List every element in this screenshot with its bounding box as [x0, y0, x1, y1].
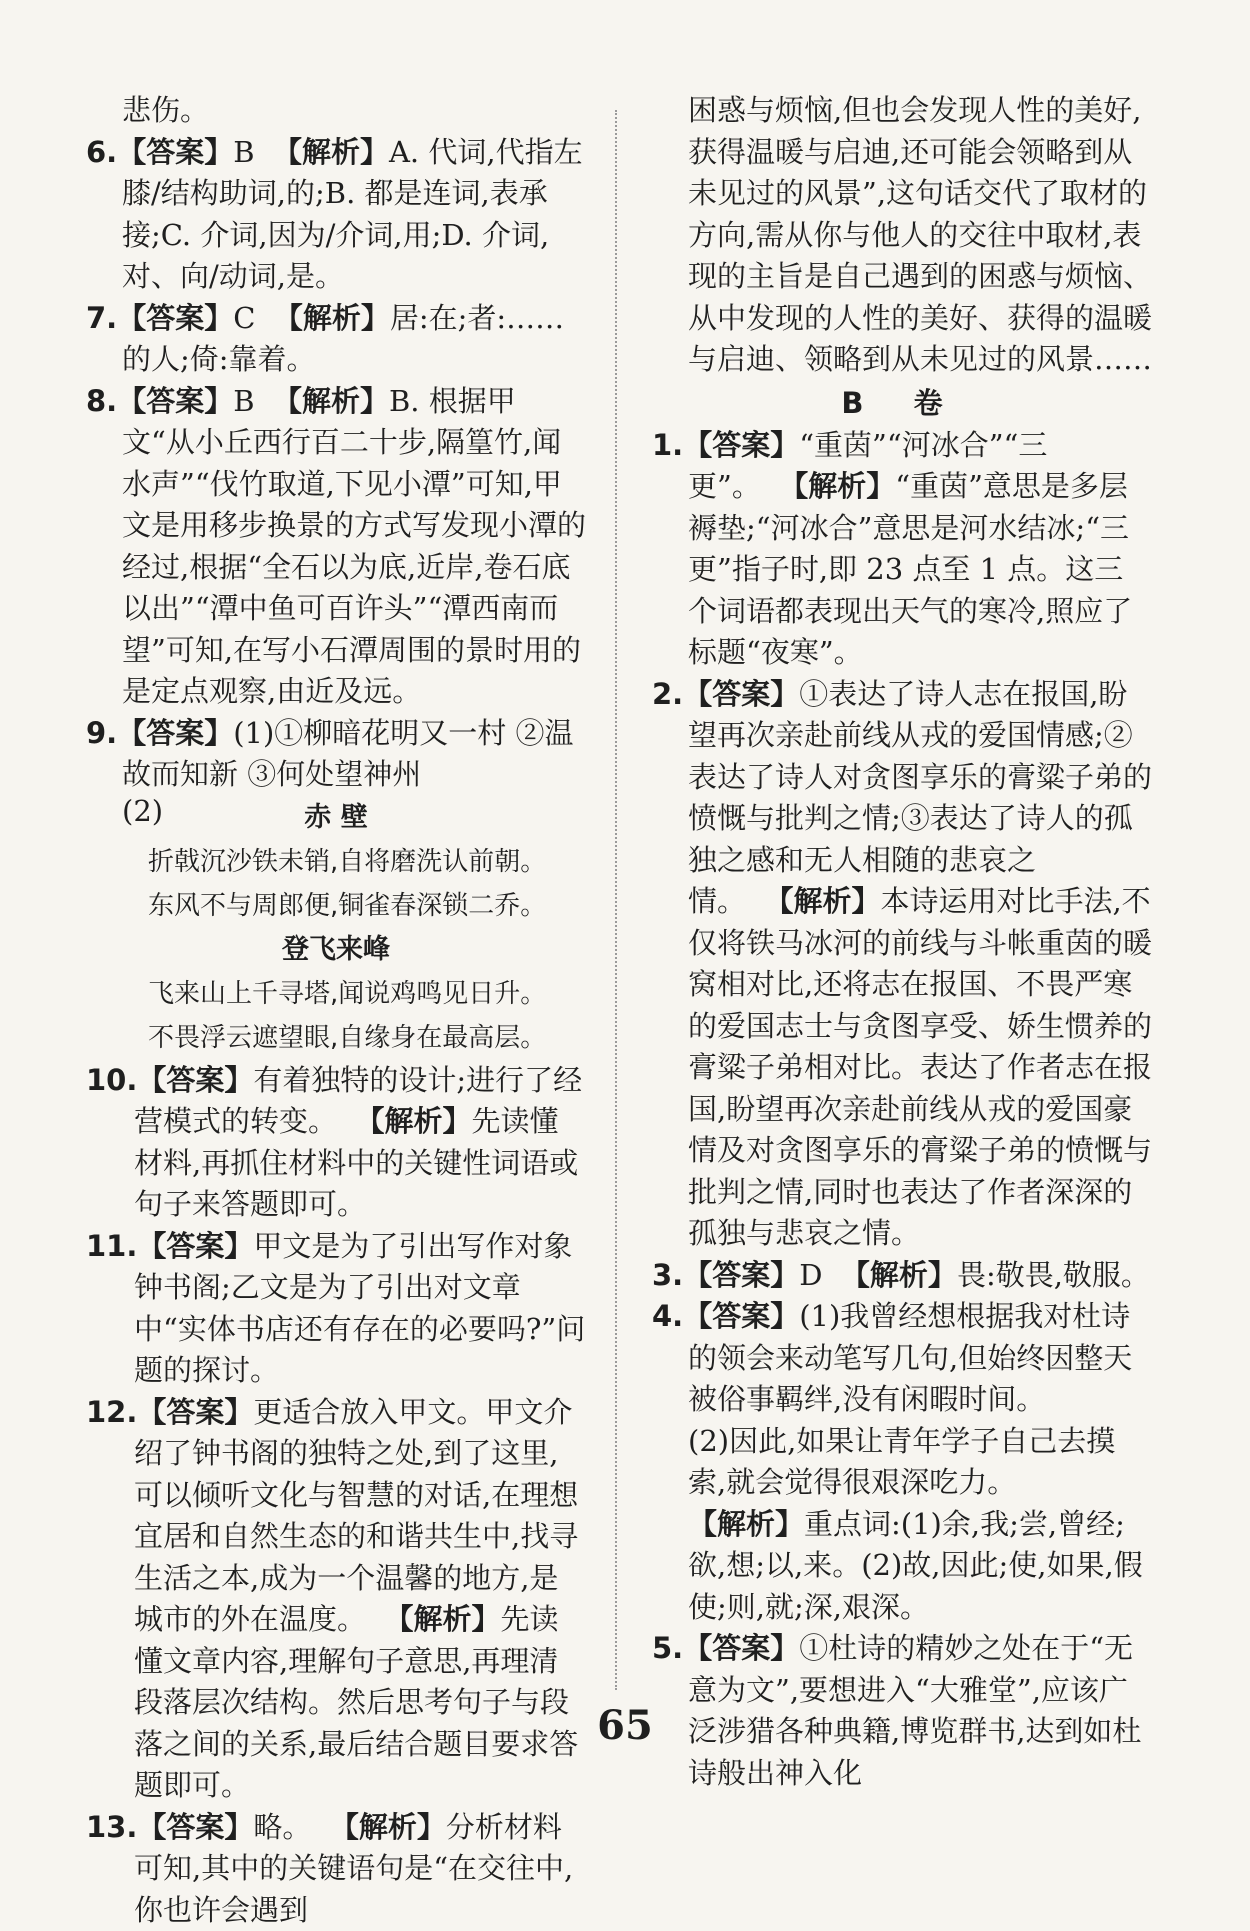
answer-text: 略。 — [253, 1810, 311, 1844]
question-number: 11. — [86, 1229, 137, 1263]
right-column — [652, 90, 1152, 1794]
analysis-text: 先读懂材料,再抓住材料中的关键性词语或句子来答题即可。 — [134, 1104, 578, 1221]
answer-tag: 【答案】 — [683, 428, 799, 462]
analysis-text: 居:在;者:……的人;倚:靠着。 — [122, 301, 564, 377]
analysis-tag: 【解析】 — [355, 1104, 471, 1138]
analysis-text: B. 根据甲文“从小丘西行百二十步,隔篁竹,闻水声”“伐竹取道,下见小潭”可知,甲文是用移步换景的方式写发现小潭的经过,根据“全石以为底,近岸,卷石底以出”“潭中鱼可百许头”“潭西南而望”可知,在写小石潭周围的景时用的是定点观察,由近及远。 — [122, 384, 586, 709]
answer-text: (1)①柳暗花明又一村 ②温故而知新 ③何处望神州 — [122, 716, 574, 792]
answer-tag: 【答案】 — [117, 384, 233, 418]
analysis-tag: 【解析】 — [273, 135, 389, 169]
analysis-text: 畏:敬畏,敬服。 — [957, 1258, 1150, 1292]
poem-title: 登飞来峰 — [86, 928, 586, 972]
answer-tag: 【答案】 — [683, 1258, 799, 1292]
answer-text: ①表达了诗人志在报国,盼望再次亲赴前线从戎的爱国情感;②表达了诗人对贪图享乐的膏粱子弟的愤慨与批判之情;③表达了诗人的孤独之感和无人相随的悲哀之情。 — [688, 677, 1152, 919]
poem-line: 折戟沉沙铁未销,自将磨洗认前朝。 — [86, 840, 586, 884]
answer-tag: 【答案】 — [137, 1063, 253, 1097]
answer-text: ①杜诗的精妙之处在于“无意为文”,要想进入“大雅堂”,应该广泛涉猎各种典籍,博览群书,达到如杜诗般出神入化 — [688, 1631, 1141, 1790]
question-13 — [86, 1807, 586, 1931]
analysis-tag: 【解析】 — [688, 1507, 804, 1541]
question-number: 10. — [86, 1063, 137, 1097]
question-b1 — [652, 425, 1152, 674]
analysis-block — [652, 1504, 1152, 1629]
analysis-text: “重茵”意思是多层褥垫;“河冰合”意思是河水结冰;“三更”指子时,即 23 点至 1 点。这三个词语都表现出天气的寒冷,照应了标题“夜寒”。 — [688, 469, 1132, 669]
answer-text: “重茵”“河冰合”“三更”。 — [688, 428, 1047, 504]
question-number: 12. — [86, 1395, 137, 1429]
question-number: 9. — [86, 716, 117, 750]
answer-tag: 【答案】 — [137, 1395, 253, 1429]
answer-text: D — [799, 1258, 822, 1292]
question-number: 2. — [652, 677, 683, 711]
question-11 — [86, 1226, 586, 1392]
text-line: 困惑与烦恼,但也会发现人性的美好,获得温暖与启迪,还可能会领略到从未见过的风景”,这句话交代了取材的方向,需从你与他人的交往中取材,表现的主旨是自己遇到的困惑与烦恼、从中发现的人性的美好、获得的温暖与启迪、领略到从未见过的风景…… — [652, 90, 1152, 381]
question-b3 — [652, 1255, 1152, 1297]
answer-continuation: (2)因此,如果让青年学子自己去摸索,就会觉得很艰深吃力。 — [652, 1421, 1152, 1504]
section-heading: B 卷 — [652, 381, 1152, 425]
analysis-tag: 【解析】 — [330, 1810, 446, 1844]
answer-tag: 【答案】 — [683, 1299, 799, 1333]
question-b4 — [652, 1296, 1152, 1421]
analysis-tag: 【解析】 — [779, 469, 895, 503]
poem-line: 飞来山上千寻塔,闻说鸡鸣见日升。 — [86, 972, 586, 1016]
text-line: 悲伤。 — [86, 90, 586, 132]
answer-tag: 【答案】 — [117, 301, 233, 335]
analysis-tag: 【解析】 — [273, 384, 389, 418]
answer-tag: 【答案】 — [683, 1631, 799, 1665]
analysis-tag: 【解析】 — [764, 884, 880, 918]
question-8 — [86, 381, 586, 713]
answer-text: 更适合放入甲文。甲文介绍了钟书阁的独特之处,到了这里,可以倾听文化与智慧的对话,在理想宜居和自然生态的和谐共生中,找寻生活之本,成为一个温馨的地方,是城市的外在温度。 — [134, 1395, 578, 1637]
answer-text: C — [233, 301, 255, 335]
analysis-tag: 【解析】 — [384, 1602, 500, 1636]
question-6 — [86, 132, 586, 298]
question-b2 — [652, 674, 1152, 1255]
question-number: 5. — [652, 1631, 683, 1665]
question-number: 1. — [652, 428, 683, 462]
answer-tag: 【答案】 — [137, 1810, 253, 1844]
analysis-tag: 【解析】 — [841, 1258, 957, 1292]
poem-title: 赤 壁 — [86, 796, 586, 840]
left-column — [86, 90, 586, 1931]
analysis-text: A. 代词,代指左膝/结构助词,的;B. 都是连词,表承接;C. 介词,因为/介词,用;D. 介词,对、向/动词,是。 — [122, 135, 583, 294]
question-number: 3. — [652, 1258, 683, 1292]
question-number: 6. — [86, 135, 117, 169]
analysis-text: 先读懂文章内容,理解句子意思,再理清段落层次结构。然后思考句子与段落之间的关系,最后结合题目要求答题即可。 — [134, 1602, 578, 1802]
answer-text: B — [233, 135, 254, 169]
answer-text: B — [233, 384, 254, 418]
answer-tag: 【答案】 — [117, 716, 233, 750]
question-number: 4. — [652, 1299, 683, 1333]
answer-text: 甲文是为了引出写作对象钟书阁;乙文是为了引出对文章中“实体书店还有存在的必要吗?”问题的探讨。 — [134, 1229, 585, 1388]
page-number: 65 — [0, 1702, 1250, 1749]
analysis-text: 本诗运用对比手法,不仅将铁马冰河的前线与斗帐重茵的暖窝相对比,还将志在报国、不畏严寒的爱国志士与贪图享受、娇生惯养的膏粱子弟相对比。表达了作者志在报国,盼望再次亲赴前线从戎的爱国豪情及对贪图享乐的膏粱子弟的愤慨与批判之情,同时也表达了作者深深的孤独与悲哀之情。 — [688, 884, 1152, 1250]
answer-text: 有着独特的设计;进行了经营模式的转变。 — [134, 1063, 582, 1139]
question-10 — [86, 1060, 586, 1226]
answer-tag: 【答案】 — [137, 1229, 253, 1263]
analysis-tag: 【解析】 — [274, 301, 390, 335]
column-divider — [615, 110, 617, 1690]
question-9 — [86, 713, 586, 796]
analysis-text: 重点词:(1)余,我;尝,曾经;欲,想;以,来。(2)故,因此;使,如果,假使;则,就;深,艰深。 — [688, 1507, 1143, 1624]
answer-text: (1)我曾经想根据我对杜诗的领会来动笔写几句,但始终因整天被俗事羁绊,没有闲暇时间。 — [688, 1299, 1132, 1416]
question-number: 13. — [86, 1810, 137, 1844]
question-7 — [86, 298, 586, 381]
answer-tag: 【答案】 — [117, 135, 233, 169]
analysis-text: 分析材料可知,其中的关键语句是“在交往中,你也许会遇到 — [134, 1810, 573, 1927]
question-number: 8. — [86, 384, 117, 418]
poem-line: 东风不与周郎便,铜雀春深锁二乔。 — [86, 884, 586, 928]
question-number: 7. — [86, 301, 117, 335]
sub-label: (2) — [86, 796, 586, 826]
answer-tag: 【答案】 — [683, 677, 799, 711]
poem-line: 不畏浮云遮望眼,自缘身在最高层。 — [86, 1016, 586, 1060]
